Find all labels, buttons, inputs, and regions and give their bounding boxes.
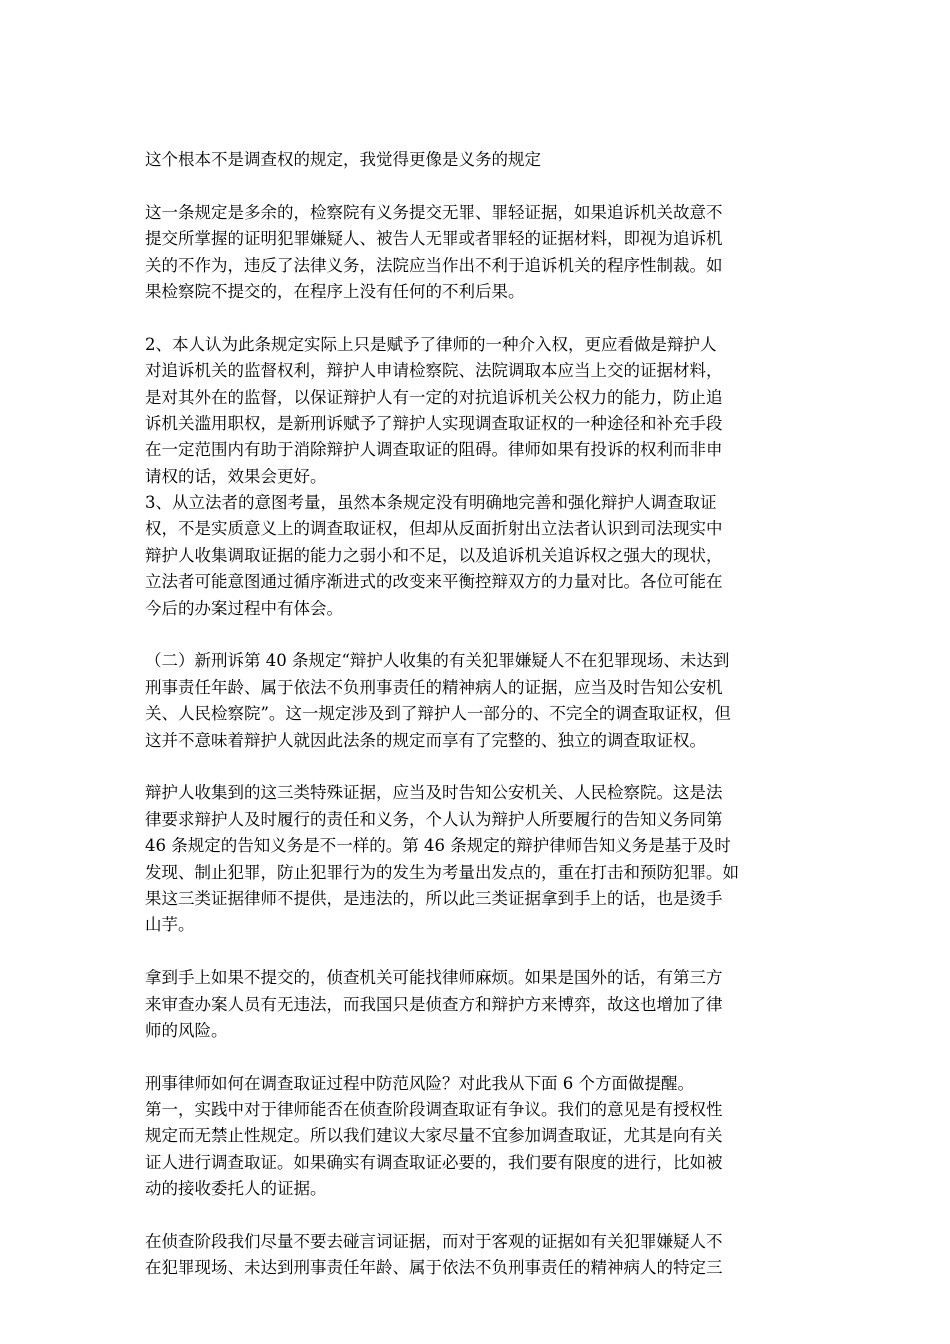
text-line: 对追诉机关的监督权利，辩护人申请检察院、法院调取本应当上交的证据材料， (145, 361, 723, 381)
text-line: 果检察院不提交的，在程序上没有任何的不利后果。 (145, 281, 525, 301)
text-line: 刑事律师如何在调查取证过程中防范风险？对此我从下面 6 个方面做提醒。 (145, 1073, 694, 1093)
text-line: 发现、制止犯罪，防止犯罪行为的发生为考量出发点的，重在打击和预防犯罪。如 (145, 862, 739, 882)
paragraph-gap (145, 1203, 810, 1229)
paragraph (145, 780, 810, 938)
text-line: （二）新刑诉第 40 条规定“辩护人收集的有关犯罪嫌疑人不在犯罪现场、未达到 (145, 651, 730, 671)
paragraph-gap (145, 622, 810, 648)
text-line: 关、人民检察院”。这一规定涉及到了辩护人一部分的、不完全的调查取证权，但 (145, 704, 731, 724)
text-line: 今后的办案过程中有体会。 (145, 598, 343, 618)
text-line: 这一条规定是多余的，检察院有义务提交无罪、罪轻证据，如果追诉机关故意不 (145, 202, 723, 222)
text-line: 第一，实践中对于律师能否在侦查阶段调查取证有争议。我们的意见是有授权性 (145, 1100, 723, 1120)
text-line: 这并不意味着辩护人就因此法条的规定而享有了完整的、独立的调查取证权。 (145, 730, 706, 750)
text-line: 刑事责任年龄、属于依法不负刑事责任的精神病人的证据，应当及时告知公安机 (145, 677, 723, 697)
text-line: 权，不是实质意义上的调查取证权，但却从反面折射出立法者认识到司法现实中 (145, 519, 723, 539)
text-line: 3、从立法者的意图考量，虽然本条规定没有明确地完善和强化辩护人调查取证 (145, 493, 717, 513)
text-line: 在一定范围内有助于消除辩护人调查取证的阻碍。律师如果有投诉的权利而非申 (145, 440, 723, 460)
text-line: 辩护人收集到的这三类特殊证据，应当及时告知公安机关、人民检察院。这是法 (145, 783, 723, 803)
paragraph (145, 200, 810, 306)
text-line: 2、本人认为此条规定实际上只是赋予了律师的一种介入权，更应看做是辩护人 (145, 334, 717, 354)
text-line: 关的不作为，违反了法律义务，法院应当作出不利于追诉机关的程序性制裁。如 (145, 255, 723, 275)
text-line: 律要求辩护人及时履行的责任和义务，个人认为辩护人所要履行的告知义务同第 (145, 809, 723, 829)
text-line: 这个根本不是调查权的规定，我觉得更像是义务的规定 (145, 150, 541, 169)
paragraph (145, 147, 810, 173)
text-line: 诉机关滥用职权，是新刑诉赋予了辩护人实现调查取证权的一种途径和补充手段 (145, 413, 723, 433)
text-line: 46 条规定的告知义务是不一样的。第 46 条规定的辩护律师告知义务是基于及时 (145, 836, 731, 856)
text-line: 动的接收委托人的证据。 (145, 1179, 327, 1199)
paragraph (145, 1229, 810, 1282)
document-body (145, 147, 810, 1282)
paragraph-gap (145, 1044, 810, 1070)
paragraph (145, 1071, 810, 1203)
text-line: 拿到手上如果不提交的，侦查机关可能找律师麻烦。如果是国外的话，有第三方 (145, 968, 723, 988)
paragraph-gap (145, 939, 810, 965)
text-line: 请权的话，效果会更好。 (145, 466, 327, 486)
paragraph-gap (145, 305, 810, 331)
text-line: 来审查办案人员有无违法，而我国只是侦查方和辩护方来博弈，故这也增加了律 (145, 994, 723, 1014)
text-line: 规定而无禁止性规定。所以我们建议大家尽量不宜参加调查取证，尤其是向有关 (145, 1126, 723, 1146)
text-line: 在侦查阶段我们尽量不要去碰言词证据，而对于客观的证据如有关犯罪嫌疑人不 (145, 1232, 723, 1252)
text-line: 辩护人收集调取证据的能力之弱小和不足，以及追诉机关追诉权之强大的现状， (145, 545, 723, 565)
text-line: 证人进行调查取证。如果确实有调查取证必要的，我们要有限度的进行，比如被 (145, 1152, 723, 1172)
paragraph (145, 332, 810, 622)
text-line: 师的风险。 (145, 1020, 228, 1040)
text-line: 是对其外在的监督，以保证辩护人有一定的对抗追诉机关公权力的能力，防止追 (145, 387, 723, 407)
text-line: 果这三类证据律师不提供，是违法的，所以此三类证据拿到手上的话，也是烫手 (145, 888, 723, 908)
text-line: 在犯罪现场、未达到刑事责任年龄、属于依法不负刑事责任的精神病人的特定三 (145, 1258, 723, 1278)
paragraph (145, 965, 810, 1044)
text-line: 山芋。 (145, 915, 195, 935)
text-line: 提交所掌握的证明犯罪嫌疑人、被告人无罪或者罪轻的证据材料，即视为追诉机 (145, 229, 723, 249)
paragraph (145, 648, 810, 754)
paragraph-gap (145, 173, 810, 199)
text-line: 立法者可能意图通过循序渐进式的改变来平衡控辩双方的力量对比。各位可能在 (145, 572, 723, 592)
paragraph-gap (145, 754, 810, 780)
